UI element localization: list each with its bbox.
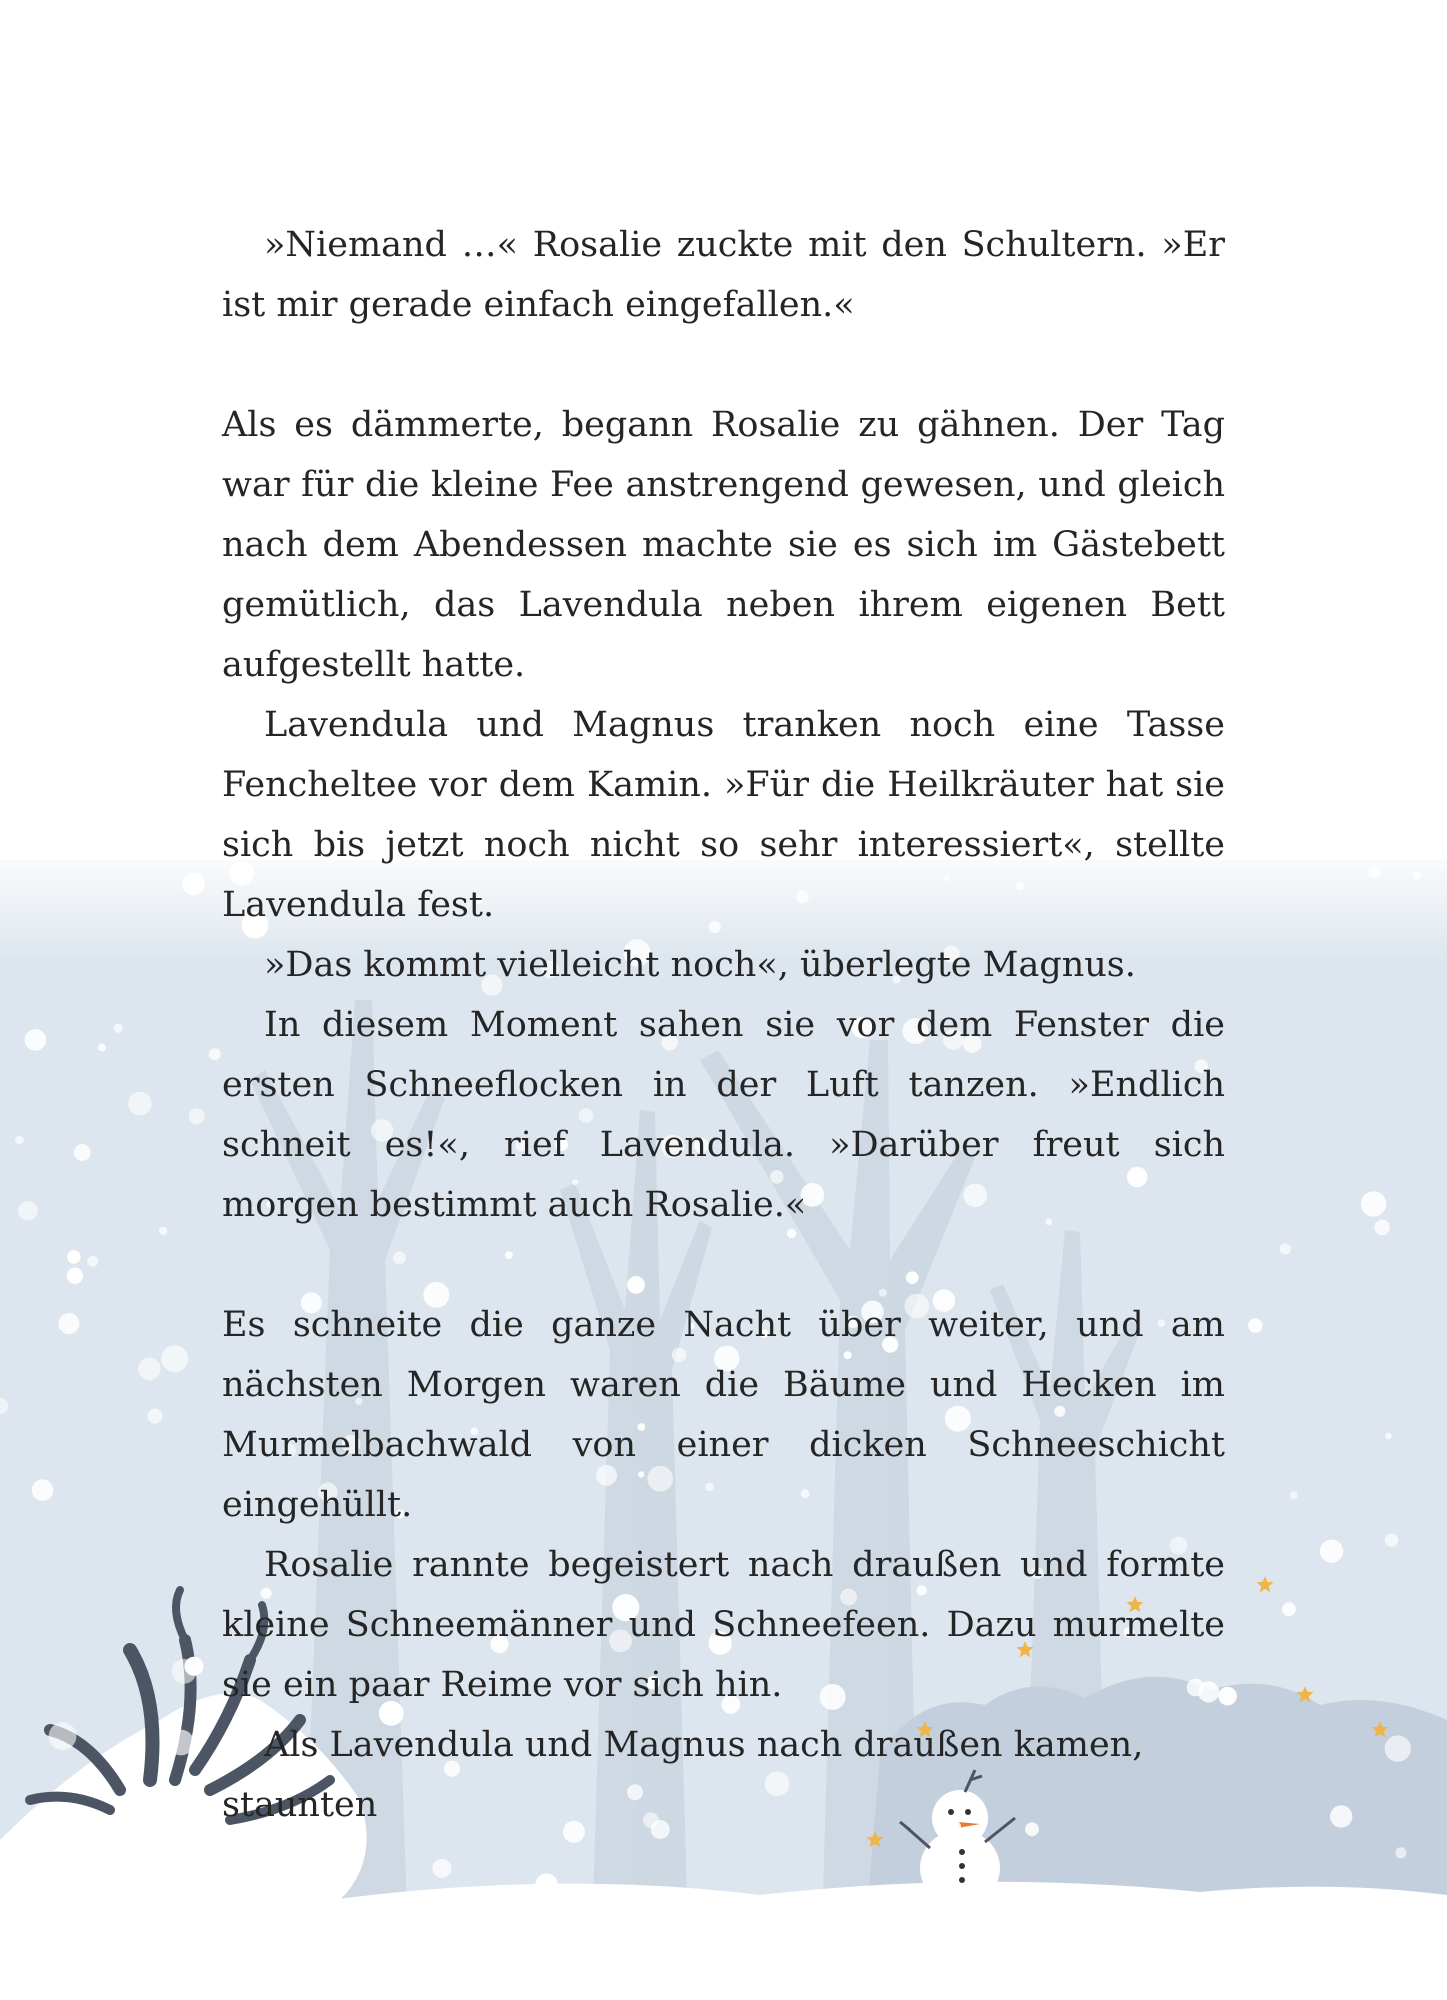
paragraph-7: Rosalie rannte begeistert nach draußen und formte kleine Schneemänner und Schneefeen. Dazu murmelte sie ein paar Reime vor sich hin.: [222, 1545, 1225, 1705]
snowflake: [423, 1965, 429, 1971]
snowflake: [161, 1788, 185, 1812]
snowflake: [342, 1908, 353, 1919]
paragraph-5: In diesem Moment sahen sie vor dem Fenster die ersten Schneeflocken in der Luft tanzen. »Endlich schneit es!«, rief Lavendula. »Darüber freut sich morgen bestimmt auch Rosalie.«: [222, 1005, 1225, 1225]
paragraph-8: Als Lavendula und Magnus nach draußen kamen, staunten: [222, 1725, 1144, 1825]
snowflake: [535, 1873, 558, 1896]
snowflake: [1385, 1533, 1398, 1546]
snowflake: [138, 1358, 161, 1381]
section-gap: [222, 335, 1225, 395]
snowflake: [108, 1835, 116, 1843]
snowflake: [189, 1108, 205, 1124]
snowflake: [760, 1903, 768, 1911]
snowflake: [32, 1479, 54, 1501]
snowflake: [128, 1092, 152, 1116]
snowflake: [59, 1313, 80, 1334]
snowflake: [182, 873, 204, 895]
snowflake: [1395, 1847, 1406, 1858]
snowflake: [432, 1859, 451, 1878]
snowflake: [1188, 1942, 1211, 1965]
paragraph-2: Als es dämmerte, begann Rosalie zu gähnen. Der Tag war für die kleine Fee anstrengend gewesen, und gleich nach dem Abendessen machte sie es sich im Gästebett gemütlich, das Lavendula neben ihrem eigenen Bett aufgestellt hatte.: [222, 405, 1225, 685]
paragraph-6: Es schneite die ganze Nacht über weiter, und am nächsten Morgen waren die Bäume und Hecken im Murmelbachwald von einer dicken Schneeschicht eingehüllt.: [222, 1305, 1225, 1525]
snowflake: [1209, 1912, 1224, 1927]
snowflake: [168, 1730, 194, 1756]
paragraph-3: Lavendula und Magnus tranken noch eine Tasse Fencheltee vor dem Kamin. »Für die Heilkräuter hat sie sich bis jetzt noch nicht so sehr interessiert«, stellte Lavendula fest.: [222, 705, 1225, 925]
story-text: [222, 215, 1225, 1835]
snowflake: [383, 1919, 389, 1925]
paragraph-1: »Niemand …« Rosalie zuckte mit den Schultern. »Er ist mir gerade einfach eingefallen.«: [222, 225, 1225, 325]
snowflake: [184, 1657, 203, 1676]
snowflake: [1413, 872, 1421, 880]
snowflake: [49, 1722, 77, 1750]
snowflake: [651, 1921, 676, 1946]
snowflake: [114, 1024, 123, 1033]
snowflake: [337, 1834, 353, 1850]
snowflake: [161, 1345, 188, 1372]
section-gap: [222, 1235, 1225, 1295]
snowflake: [74, 1144, 91, 1161]
snowflake: [1361, 1191, 1386, 1216]
snowflake: [1330, 1805, 1352, 1827]
paragraph-4: »Das kommt vielleicht noch«, überlegte Magnus.: [264, 945, 1136, 985]
snowflake: [67, 1250, 81, 1264]
snowflake: [1280, 1243, 1291, 1254]
snowflake: [1248, 1318, 1262, 1332]
snowflake: [1290, 1491, 1298, 1499]
snowflake: [1282, 1602, 1296, 1616]
snowflake: [18, 1201, 38, 1221]
snowflake: [209, 1048, 221, 1060]
snowflake: [87, 1256, 98, 1267]
snowflake: [15, 1136, 24, 1145]
snowflake: [1368, 866, 1381, 879]
snowflake: [98, 1044, 106, 1052]
snowflake: [1408, 1946, 1420, 1958]
snowflake: [1385, 1735, 1411, 1761]
snowflake: [1320, 1540, 1343, 1563]
snowflake: [1385, 1433, 1392, 1440]
snowflake: [159, 1227, 167, 1235]
snowflake: [1276, 1906, 1290, 1920]
snowflake: [239, 1946, 255, 1962]
snowflake: [147, 1409, 162, 1424]
snowflake: [25, 1029, 47, 1051]
snowflake: [67, 1268, 83, 1284]
snowflake: [779, 1949, 799, 1969]
snowflake: [1374, 1220, 1390, 1236]
